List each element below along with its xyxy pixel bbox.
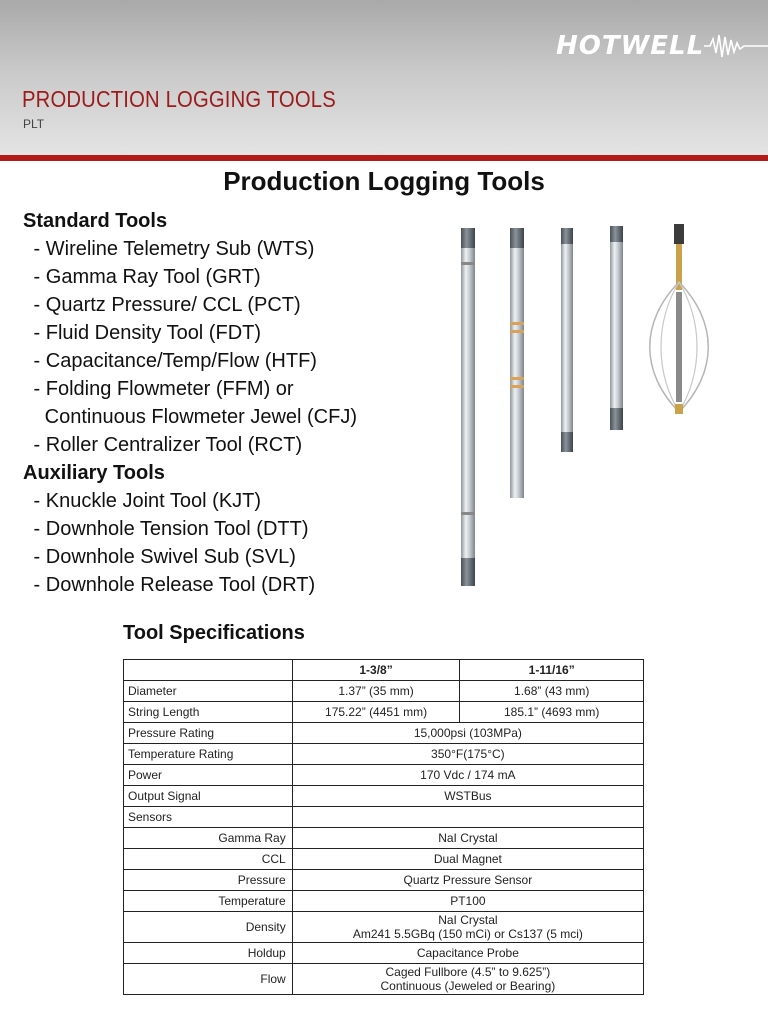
cell-value: 1.68” (43 mm)	[460, 681, 644, 702]
wave-icon	[704, 31, 768, 61]
cell-value	[292, 870, 643, 891]
flowmeter-cage	[650, 224, 709, 414]
cell-line: 350°F(175°C)	[431, 747, 505, 761]
tool-3	[561, 228, 573, 452]
row-label: Diameter	[124, 681, 293, 702]
list-item: - Fluid Density Tool (FDT)	[28, 322, 262, 344]
cell-value	[292, 964, 643, 995]
cell-value	[292, 828, 643, 849]
table-row	[124, 870, 644, 891]
table-header-row	[124, 660, 644, 681]
tools-image	[450, 222, 730, 602]
list-item: - Capacitance/Temp/Flow (HTF)	[28, 350, 317, 372]
cell-line: Capacitance Probe	[416, 946, 519, 960]
row-label: Temperature	[124, 891, 293, 912]
row-label: CCL	[124, 849, 293, 870]
list-item: Continuous Flowmeter Jewel (CFJ)	[28, 406, 357, 428]
table-row	[124, 807, 644, 828]
cell-value: 185.1” (4693 mm)	[460, 702, 644, 723]
table-row	[124, 744, 644, 765]
tool-1	[461, 228, 475, 586]
header-title: PRODUCTION LOGGING TOOLS	[22, 86, 336, 112]
table-row	[124, 891, 644, 912]
list-item: - Roller Centralizer Tool (RCT)	[28, 434, 303, 456]
header-subtitle: PLT	[23, 117, 45, 131]
table-row	[124, 964, 644, 995]
header-banner	[0, 0, 768, 156]
table-row	[124, 723, 644, 744]
row-label: Holdup	[124, 943, 293, 964]
list-item: - Knuckle Joint Tool (KJT)	[28, 490, 262, 512]
cell-value	[292, 891, 643, 912]
cell-value	[292, 849, 643, 870]
table-row	[124, 828, 644, 849]
row-label: Pressure Rating	[124, 723, 293, 744]
auxiliary-tools-heading: Auxiliary Tools	[23, 462, 165, 484]
cell-value: 1.37” (35 mm)	[292, 681, 460, 702]
table-row	[124, 912, 644, 943]
table-row	[124, 786, 644, 807]
cell-value	[292, 912, 643, 943]
table-row	[124, 849, 644, 870]
cell-line: 170 Vdc / 174 mA	[420, 768, 516, 782]
spec-table	[123, 659, 644, 995]
tool-2	[510, 228, 524, 498]
cell-value	[292, 807, 643, 828]
row-label: Power	[124, 765, 293, 786]
row-label: Density	[124, 912, 293, 943]
spec-title: Tool Specifications	[123, 622, 305, 644]
cell-value: 175.22” (4451 mm)	[292, 702, 460, 723]
cell-line: WSTBus	[444, 789, 492, 803]
tool-list	[23, 207, 357, 599]
column-header: 1-11/16”	[460, 660, 644, 681]
row-label: Sensors	[124, 807, 293, 828]
cell-value	[292, 723, 643, 744]
list-item: - Wireline Telemetry Sub (WTS)	[28, 238, 315, 260]
cell-line: Continuous (Jeweled or Bearing)	[380, 979, 556, 993]
cell-line: Caged Fullbore (4.5” to 9.625”)	[385, 965, 551, 979]
list-item: - Gamma Ray Tool (GRT)	[28, 266, 261, 288]
row-label: Output Signal	[124, 786, 293, 807]
row-label: Flow	[124, 964, 293, 995]
header-accent-bar	[0, 155, 768, 161]
list-item: - Folding Flowmeter (FFM) or	[28, 378, 294, 400]
list-item: - Downhole Tension Tool (DTT)	[28, 518, 309, 540]
table-row	[124, 943, 644, 964]
list-item: - Downhole Swivel Sub (SVL)	[28, 546, 296, 568]
row-label: Pressure	[124, 870, 293, 891]
table-row	[124, 702, 644, 723]
tool-4	[610, 226, 623, 430]
cell-value	[292, 943, 643, 964]
row-label: String Length	[124, 702, 293, 723]
cell-line: 15,000psi (103MPa)	[413, 726, 522, 740]
standard-tools-heading: Standard Tools	[23, 210, 168, 232]
cell-line: PT100	[450, 894, 486, 908]
table-row	[124, 765, 644, 786]
page-title: Production Logging Tools	[223, 166, 545, 196]
row-label: Gamma Ray	[124, 828, 293, 849]
list-item: - Quartz Pressure/ CCL (PCT)	[28, 294, 301, 316]
cell-line: Quartz Pressure Sensor	[403, 873, 533, 887]
cell-line: NaI Crystal	[438, 831, 498, 845]
cell-value	[292, 786, 643, 807]
cell-value	[292, 744, 643, 765]
list-item: - Downhole Release Tool (DRT)	[28, 574, 316, 596]
table-row	[124, 681, 644, 702]
hotwell-logo: HOTWELL	[556, 26, 768, 66]
cell-line: Dual Magnet	[433, 852, 502, 866]
column-header: 1-3/8”	[292, 660, 460, 681]
column-header	[124, 660, 293, 681]
cell-value	[292, 765, 643, 786]
cell-line: NaI Crystal	[438, 913, 498, 927]
cell-line: Am241 5.5GBq (150 mCi) or Cs137 (5 mci)	[352, 927, 583, 941]
row-label: Temperature Rating	[124, 744, 293, 765]
